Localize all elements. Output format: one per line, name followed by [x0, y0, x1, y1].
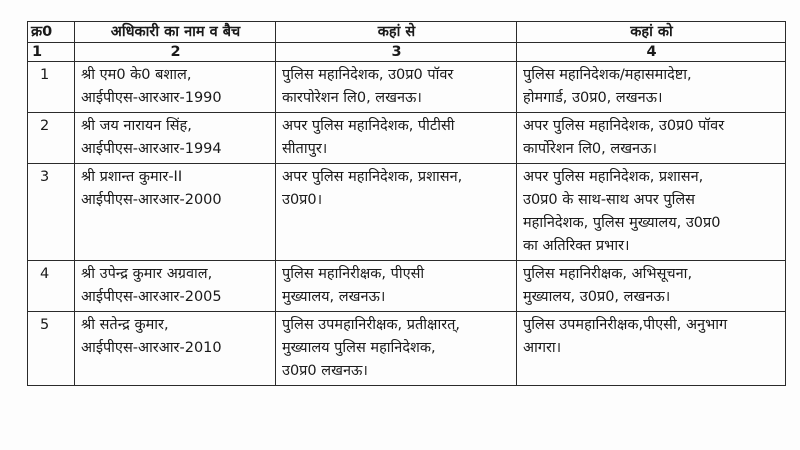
from-cell [276, 312, 517, 386]
from-line: पुलिस महानिदेशक, उ0प्र0 पॉवर [282, 67, 454, 83]
to-line: आगरा। [523, 340, 562, 356]
to-line: पुलिस महानिरीक्षक, अभिसूचना, [523, 266, 693, 282]
transfer-table [27, 21, 786, 386]
to-line: कार्पोरेशन लि0, लखनऊ। [523, 141, 657, 157]
table-row [28, 164, 786, 261]
from-line: उ0प्र0 लखनऊ। [282, 363, 368, 379]
officer-cell [75, 113, 276, 164]
officer-name: श्री उपेन्द्र कुमार अग्रवाल, [81, 266, 213, 282]
to-line: होमगार्ड, उ0प्र0, लखनऊ। [523, 90, 663, 106]
to-line: मुख्यालय, उ0प्र0, लखनऊ। [523, 289, 671, 305]
from-line: अपर पुलिस महानिदेशक, प्रशासन, [282, 169, 463, 185]
to-line: पुलिस महानिदेशक/महासमादेष्टा, [523, 67, 692, 83]
header-from: कहां से [276, 22, 517, 43]
table-row [28, 261, 786, 312]
from-line: पुलिस महानिरीक्षक, पीएसी [282, 266, 425, 282]
to-line: उ0प्र0 के साथ-साथ अपर पुलिस [523, 192, 695, 208]
to-line: पुलिस उपमहानिरीक्षक,पीएसी, अनुभाग [523, 317, 728, 333]
header-officer: अधिकारी का नाम व बैच [75, 22, 276, 43]
officer-cell [75, 312, 276, 386]
serial-cell: 5 [28, 312, 75, 386]
officer-cell [75, 261, 276, 312]
column-number-row [28, 43, 786, 62]
to-line: अपर पुलिस महानिदेशक, प्रशासन, [523, 169, 704, 185]
serial-cell: 3 [28, 164, 75, 261]
from-line: मुख्यालय पुलिस महानिदेशक, [282, 340, 436, 356]
from-line: अपर पुलिस महानिदेशक, पीटीसी [282, 118, 455, 134]
column-number: 4 [517, 43, 786, 62]
officer-batch: आईपीएस-आरआर-2010 [81, 340, 222, 356]
officer-batch: आईपीएस-आरआर-2005 [81, 289, 222, 305]
officer-name: श्री प्रशान्त कुमार-II [81, 169, 183, 185]
officer-name: श्री जय नारायन सिंह, [81, 118, 192, 134]
officer-batch: आईपीएस-आरआर-2000 [81, 192, 222, 208]
serial-cell: 4 [28, 261, 75, 312]
to-line: का अतिरिक्त प्रभार। [523, 238, 630, 254]
from-cell [276, 164, 517, 261]
from-line: उ0प्र0। [282, 192, 323, 208]
column-number: 3 [276, 43, 517, 62]
from-cell [276, 113, 517, 164]
from-line: कारपोरेशन लि0, लखनऊ। [282, 90, 422, 106]
from-cell [276, 62, 517, 113]
from-line: मुख्यालय, लखनऊ। [282, 289, 386, 305]
column-number: 2 [75, 43, 276, 62]
header-to: कहां को [517, 22, 786, 43]
to-cell [517, 113, 786, 164]
serial-cell: 2 [28, 113, 75, 164]
to-line: अपर पुलिस महानिदेशक, उ0प्र0 पॉवर [523, 118, 725, 134]
table-row [28, 62, 786, 113]
officer-name: श्री सतेन्द्र कुमार, [81, 317, 169, 333]
to-cell [517, 164, 786, 261]
officer-batch: आईपीएस-आरआर-1990 [81, 90, 222, 106]
to-line: महानिदेशक, पुलिस मुख्यालय, उ0प्र0 [523, 215, 721, 231]
serial-cell: 1 [28, 62, 75, 113]
from-line: सीतापुर। [282, 141, 328, 157]
from-cell [276, 261, 517, 312]
header-row [28, 22, 786, 43]
table-row [28, 312, 786, 386]
table-row [28, 113, 786, 164]
to-cell [517, 312, 786, 386]
officer-name: श्री एम0 के0 बशाल, [81, 67, 192, 83]
header-serial: क्र0 [28, 22, 75, 43]
officer-cell [75, 164, 276, 261]
column-number: 1 [28, 43, 75, 62]
to-cell [517, 261, 786, 312]
to-cell [517, 62, 786, 113]
officer-cell [75, 62, 276, 113]
from-line: पुलिस उपमहानिरीक्षक, प्रतीक्षारत्, [282, 317, 461, 333]
officer-batch: आईपीएस-आरआर-1994 [81, 141, 222, 157]
